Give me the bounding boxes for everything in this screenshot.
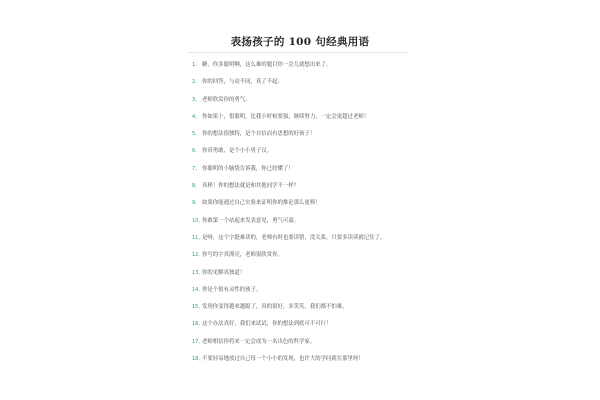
item-text: 你写的字真漂亮，老师很欣赏你。 [202,252,283,259]
item-number: 6、 [192,148,201,155]
item-text: 这个办法真好，我们来试试，你的想法到底可不可行！ [202,321,332,328]
item-number: 12、 [192,252,204,259]
item-text: 你的回答，与众不同，真了不起。 [202,79,283,86]
item-number: 5、 [192,131,201,138]
item-text: 你的想法很独特，是个自信而有思想的好孩子！ [202,131,316,138]
item-number: 16、 [192,321,204,328]
item-number: 18、 [192,356,204,363]
item-number: 10、 [192,217,204,224]
list-item [192,109,422,126]
list-item [192,126,422,143]
item-text: 你是个很有灵性的孩子。 [202,286,262,293]
list-item [192,334,422,351]
list-item [192,57,422,74]
list-item [192,213,422,230]
item-number: 4、 [192,113,201,120]
item-text: 如果你能通过自己实验来证明你的推论那么更棒！ [202,200,321,207]
item-number: 8、 [192,183,201,190]
item-number: 15、 [192,304,204,311]
title-divider [188,52,408,53]
document-title: 表扬孩子的 100 句经典用语 [230,36,370,48]
list-item [192,195,422,212]
item-number: 11、 [192,234,204,241]
list-item [192,265,422,282]
list-item [192,299,422,316]
list-item [192,351,422,368]
phrase-list [192,57,422,368]
list-item [192,316,422,333]
list-item [192,161,422,178]
item-text: 你聪明的小脑袋告诉我，你已经懂了！ [202,165,294,172]
list-item [192,92,422,109]
item-text: 你如果十，很聪明，比我小时候要强，继续努力，一定会更超过老师！ [202,113,370,120]
item-text: 不要轻易地放过自己每一个小小的发现，也许大的学问就在那里呀！ [202,356,364,363]
item-text: 糖，你多聪明啊，这么难的题目你一会儿就想出来了。 [202,62,332,68]
item-text: 发现你变得越来越聪了，真的很好，多笑笑，我们都不怕难。 [202,304,348,311]
item-text: 是呀，这个字挺难读的，老师有时也要读错，没关系，只要多读读就记住了。 [202,234,386,241]
item-text: 你敢第一个站起来发表意见，勇气可嘉。 [202,217,300,224]
item-number: 2、 [192,79,201,86]
list-item [192,178,422,195]
item-number: 3、 [192,96,201,103]
list-item [192,143,422,160]
item-text: 老师相信你将来一定会成为一名出色的科学家。 [202,338,316,345]
item-text: 你的见解真独道！ [202,269,246,276]
list-item [192,230,422,247]
item-number: 17、 [192,338,204,345]
item-text: 真棒！你的想法就是和其他同学不一样？ [202,183,300,190]
item-number: 14、 [192,286,204,293]
item-text: 你真勇敢，是个小小男子汉。 [202,148,273,155]
item-number: 1、 [192,62,201,68]
item-number: 13、 [192,269,204,276]
list-item [192,282,422,299]
list-item [192,74,422,91]
item-text: 老师欣赏你的勇气。 [202,96,251,103]
list-item [192,247,422,264]
item-number: 9、 [192,200,201,207]
item-number: 7、 [192,165,201,172]
